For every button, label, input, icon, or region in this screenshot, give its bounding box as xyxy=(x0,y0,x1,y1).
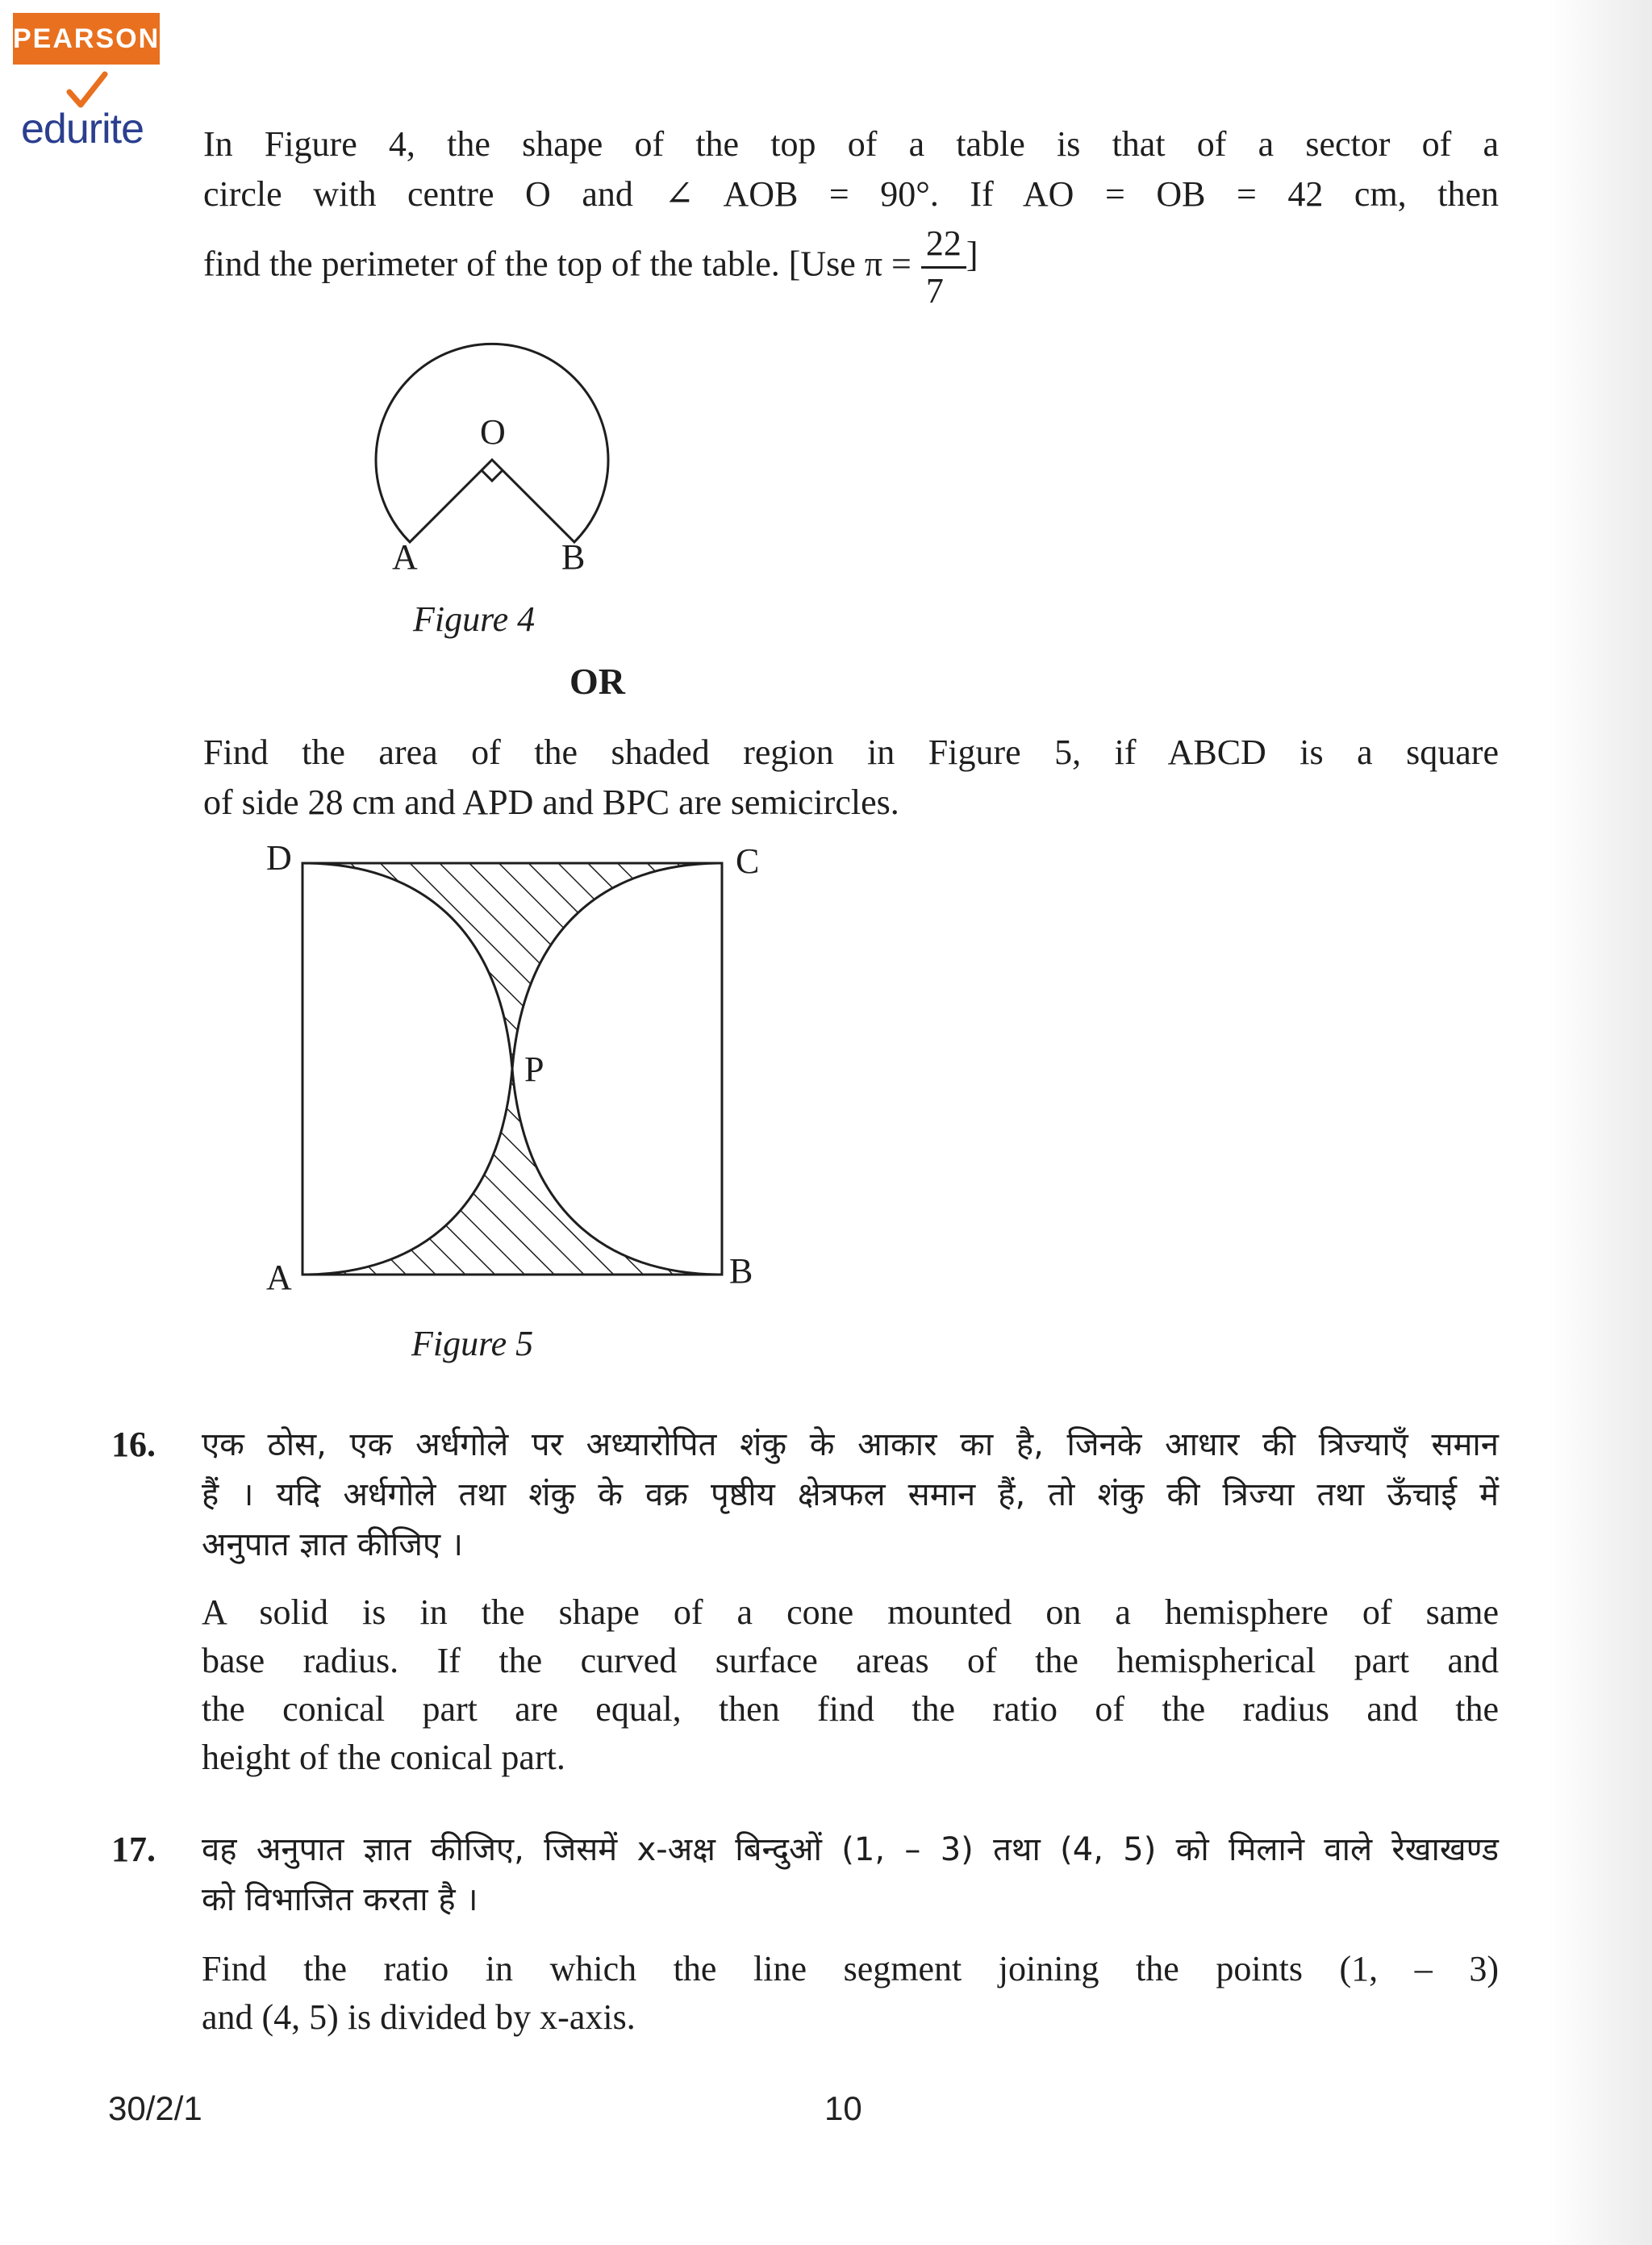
figure5-label-d: D xyxy=(266,838,292,878)
q17-en-line2: and (4, 5) is divided by x-axis. xyxy=(202,1997,636,2037)
q15-line3-text: find the perimeter of the top of the table. [Use π = xyxy=(203,244,912,284)
question-17-number: 17. xyxy=(111,1830,156,1869)
question-16-number: 16. xyxy=(111,1425,156,1464)
figure5-caption: Figure 5 xyxy=(411,1324,534,1363)
pi-numerator: 22 xyxy=(921,226,966,269)
figure5-label-a: A xyxy=(266,1258,292,1297)
q16-en-line2: base radius. If the curved surface areas of the hemispherical part and xyxy=(202,1641,1499,1680)
q16-en-line4: height of the conical part. xyxy=(202,1738,565,1777)
figure4-label-b: B xyxy=(561,537,586,577)
figure4-caption: Figure 4 xyxy=(413,599,536,639)
page-number: 10 xyxy=(824,2089,862,2127)
q16-hindi-line3: अनुपात ज्ञात कीजिए । xyxy=(202,1526,463,1563)
q15-line1: In Figure 4, the shape of the top of a table is that of a sector of a xyxy=(203,124,1499,164)
q15-alt-line1: Find the area of the shaded region in Figure 5, if ABCD is a square xyxy=(203,732,1499,772)
figure-4-sector xyxy=(355,323,629,589)
pearson-logo: PEARSON xyxy=(13,13,160,65)
figure5-label-p: P xyxy=(524,1049,544,1089)
right-angle-mark xyxy=(482,470,503,481)
or-separator: OR xyxy=(569,661,625,702)
pi-fraction xyxy=(921,223,966,311)
pi-close-bracket: ] xyxy=(966,234,978,274)
figure4-label-a: A xyxy=(392,537,418,577)
edurite-logo xyxy=(18,90,163,155)
q16-hindi-line1: एक ठोस, एक अर्धगोले पर अध्यारोपित शंकु के आकार का है, जिनके आधार की त्रिज्याएँ समान xyxy=(202,1426,1499,1463)
figure5-label-b: B xyxy=(729,1251,753,1291)
shaded-region-bottom xyxy=(302,1069,722,1275)
shaded-region-top xyxy=(302,863,722,1069)
pi-denominator: 7 xyxy=(925,271,944,311)
q17-hindi-line2: को विभाजित करता है । xyxy=(202,1881,478,1918)
q16-en-line1: A solid is in the shape of a cone mounted on a hemisphere of same xyxy=(202,1592,1499,1632)
q17-hindi-line1: वह अनुपात ज्ञात कीजिए, जिसमें x-अक्ष बिन्दुओं (1, – 3) तथा (4, 5) को मिलाने वाले रेखाखण्ड xyxy=(202,1831,1499,1868)
figure-5-square xyxy=(258,831,774,1299)
q15-alt-line2: of side 28 cm and APD and BPC are semicircles. xyxy=(203,782,899,822)
paper-code: 30/2/1 xyxy=(108,2089,202,2127)
q15-line2: circle with centre O and ∠ AOB = 90°. If AO = OB = 42 cm, then xyxy=(203,174,1499,214)
figure4-label-o: O xyxy=(480,412,506,452)
q16-hindi-line2: हैं । यदि अर्धगोले तथा शंकु के वक्र पृष्ठीय क्षेत्रफल समान हैं, तो शंकु की त्रिज्या तथा ऊँचाई में xyxy=(202,1476,1499,1513)
q17-en-line1: Find the ratio in which the line segment joining the points (1, – 3) xyxy=(202,1949,1499,1988)
figure5-label-c: C xyxy=(736,841,760,881)
q16-en-line3: the conical part are equal, then find the ratio of the radius and the xyxy=(202,1689,1499,1729)
edurite-wordmark: edurite xyxy=(21,106,144,152)
q15-line3 xyxy=(203,223,1333,311)
page-edge-shadow xyxy=(1547,0,1652,2245)
